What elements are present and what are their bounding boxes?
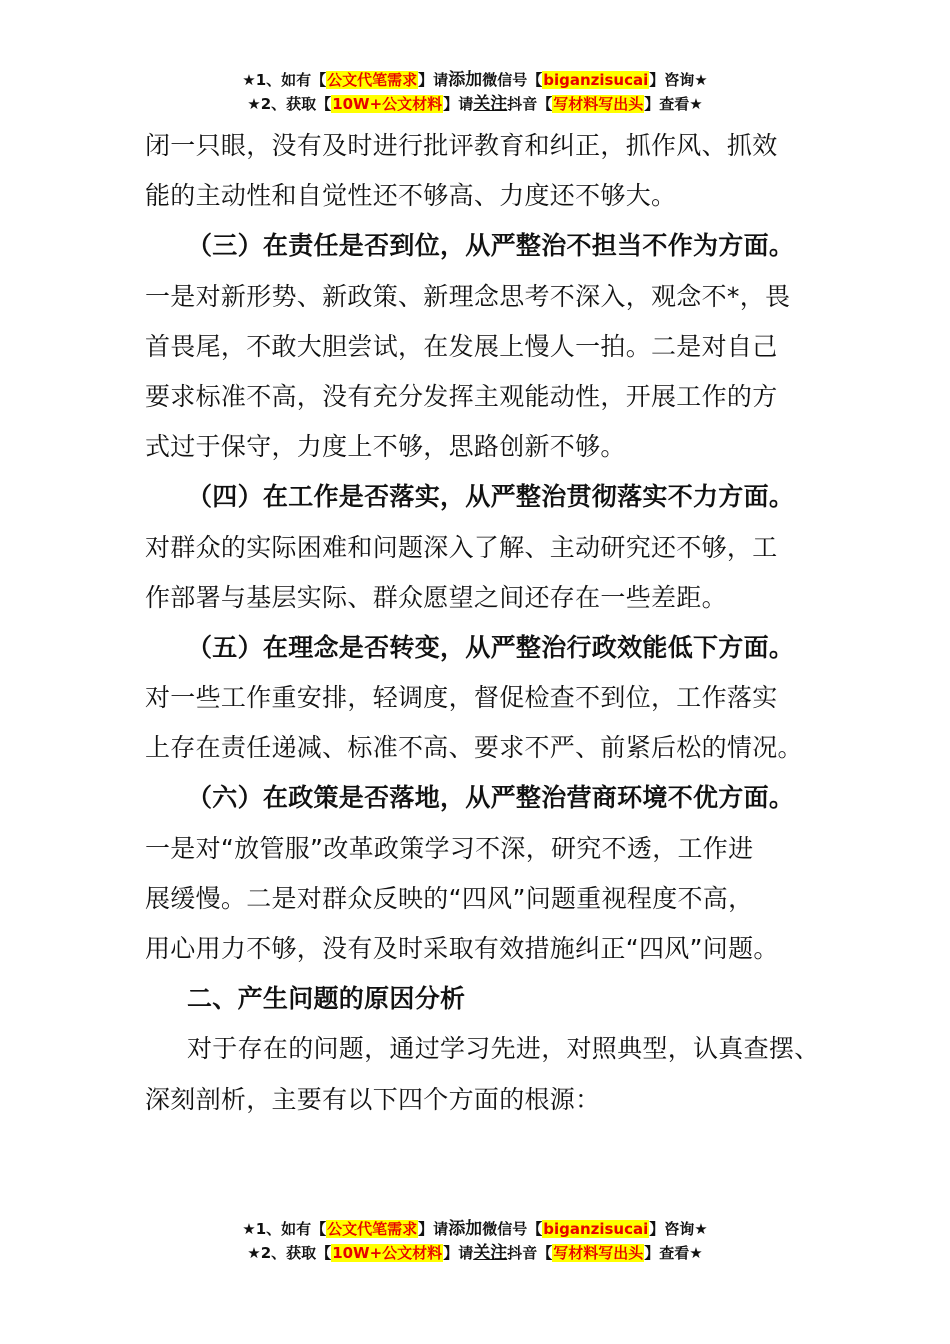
banner-highlight: biganzisucai xyxy=(543,71,649,89)
document-body xyxy=(145,121,825,1125)
body-line: 深刻剖析，主要有以下四个方面的根源： xyxy=(145,1084,601,1114)
banner-line-1: ★1、如有【公文代笔需求】请添加微信号【biganzisucai】咨询★ xyxy=(242,70,708,90)
banner-line-1: ★1、如有【公文代笔需求】请添加微信号【biganzisucai】咨询★ xyxy=(242,1219,708,1239)
body-line: 首畏尾，不敢大胆尝试，在发展上慢人一拍。二是对自己 xyxy=(145,331,778,361)
body-line: 一是对新形势、新政策、新理念思考不深入，观念不*，畏 xyxy=(145,281,791,311)
banner-highlight: 写材料写出头 xyxy=(553,95,644,113)
banner-line-2: ★2、获取【10W+公文材料】请关注抖音【写材料写出头】查看★ xyxy=(247,1243,703,1263)
banner-line-2: ★2、获取【10W+公文材料】请关注抖音【写材料写出头】查看★ xyxy=(247,94,703,114)
header-banner xyxy=(0,68,950,116)
body-line: 式过于保守，力度上不够，思路创新不够。 xyxy=(145,432,626,462)
body-line: 对一些工作重安排，轻调度，督促检查不到位，工作落实 xyxy=(145,683,778,713)
body-line: 闭一只眼，没有及时进行批评教育和纠正，抓作风、抓效 xyxy=(145,131,778,160)
body-line: 要求标准不高，没有充分发挥主观能动性，开展工作的方 xyxy=(145,381,778,411)
body-line: 对于存在的问题，通过学习先进，对照典型，认真查摆、 xyxy=(187,1034,820,1064)
banner-highlight: 公文代笔需求 xyxy=(327,1220,418,1238)
body-line: 上存在责任递减、标准不高、要求不严、前紧后松的情况。 xyxy=(145,733,803,763)
section-heading: （四）在工作是否落实，从严整治贯彻落实不力方面。 xyxy=(187,482,795,512)
section-heading: （三）在责任是否到位，从严整治不担当不作为方面。 xyxy=(187,231,795,261)
section-heading: （五）在理念是否转变，从严整治行政效能低下方面。 xyxy=(187,632,795,662)
body-line: 作部署与基层实际、群众愿望之间还存在一些差距。 xyxy=(145,582,727,612)
chapter-heading: 二、产生问题的原因分析 xyxy=(187,984,466,1014)
banner-highlight: 写材料写出头 xyxy=(553,1244,644,1262)
body-line: 一是对“放管服”改革政策学习不深，研究不透，工作进 xyxy=(145,833,754,863)
section-heading: （六）在政策是否落地，从严整治营商环境不优方面。 xyxy=(187,783,795,813)
footer-banner xyxy=(0,1217,950,1265)
banner-highlight: 10W+公文材料 xyxy=(332,95,443,113)
body-line: 展缓慢。二是对群众反映的“四风”问题重视程度不高， xyxy=(145,883,754,913)
banner-highlight: 公文代笔需求 xyxy=(327,71,418,89)
banner-highlight: 10W+公文材料 xyxy=(332,1244,443,1262)
body-line: 用心用力不够，没有及时采取有效措施纠正“四风”问题。 xyxy=(145,934,779,963)
body-line: 能的主动性和自觉性还不够高、力度还不够大。 xyxy=(145,181,677,211)
banner-highlight: biganzisucai xyxy=(543,1220,649,1238)
body-line: 对群众的实际困难和问题深入了解、主动研究还不够，工 xyxy=(145,532,778,562)
